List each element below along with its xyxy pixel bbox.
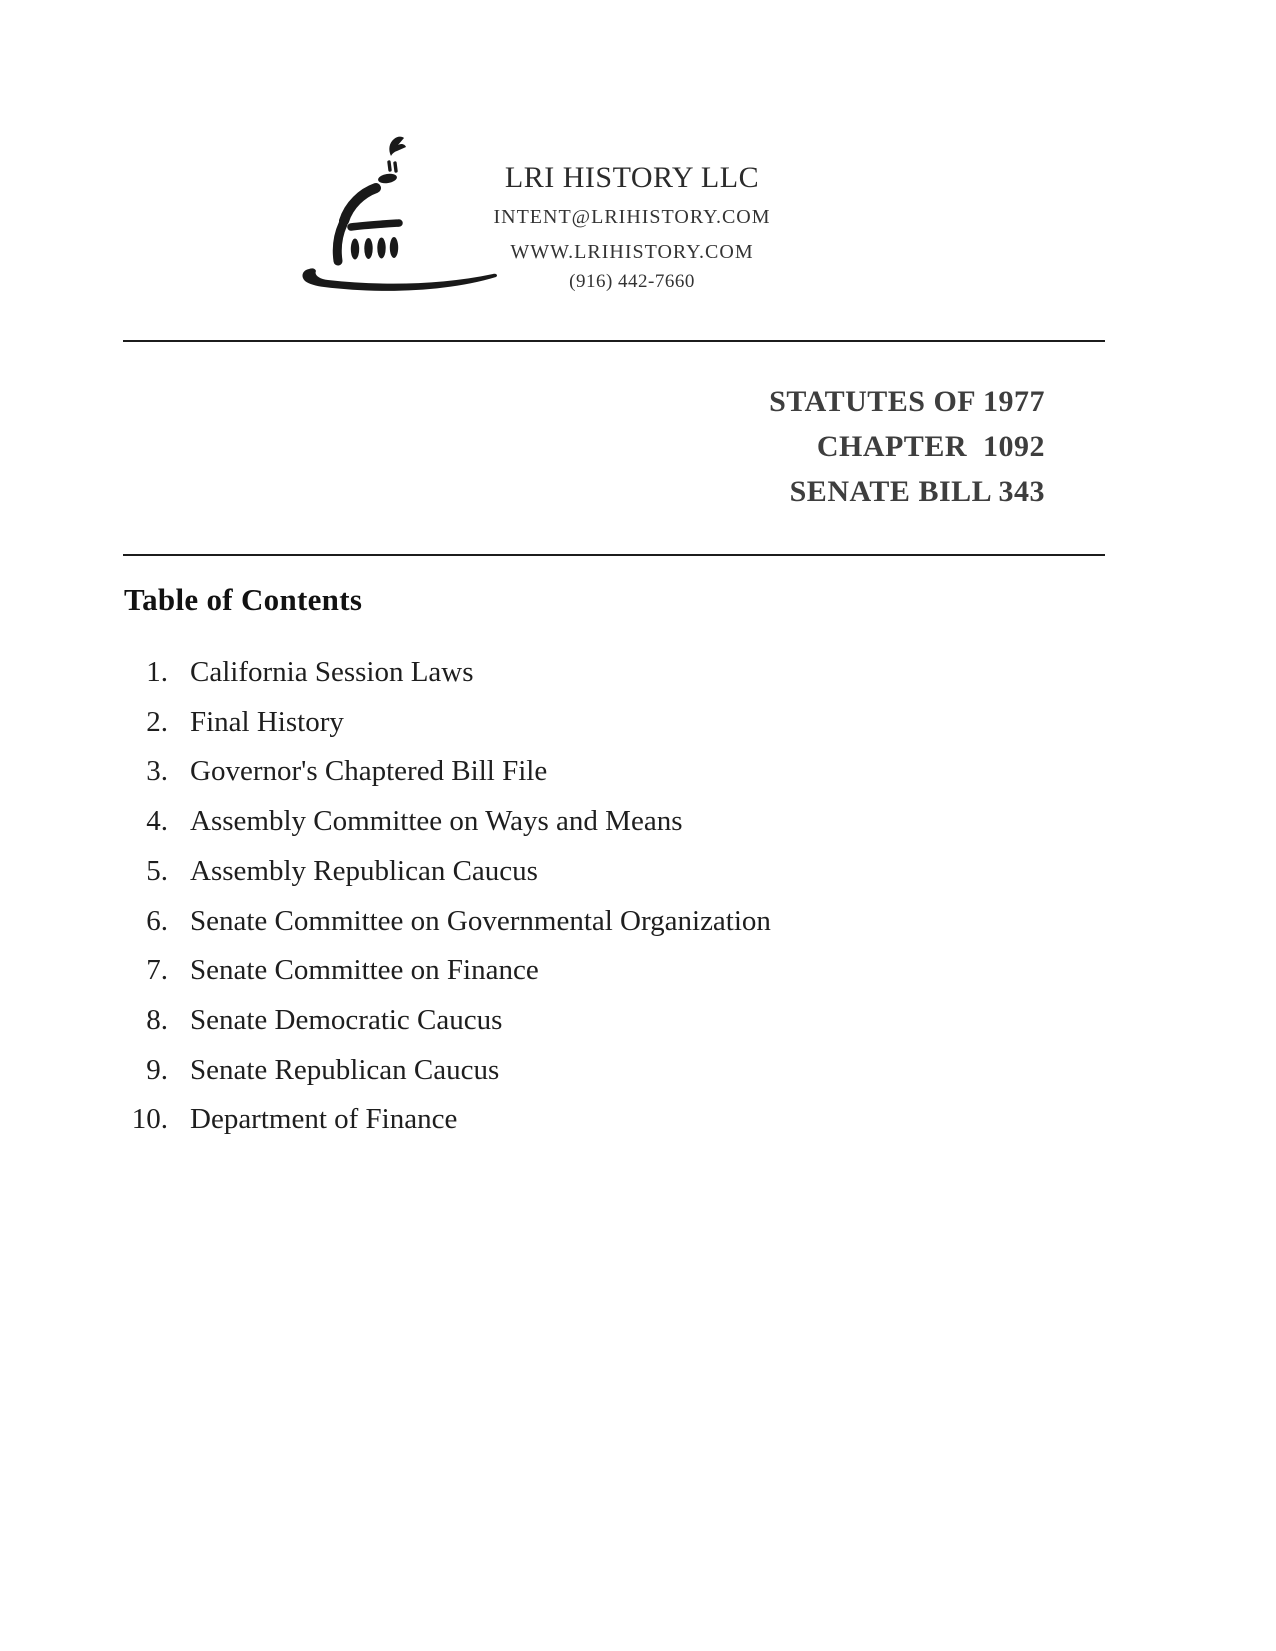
company-phone: (916) 442-7660 bbox=[569, 271, 695, 292]
toc-item-number: 6. bbox=[146, 904, 168, 937]
document-info-block bbox=[769, 379, 1045, 514]
toc-item bbox=[0, 648, 1000, 698]
toc-item-label: Senate Republican Caucus bbox=[190, 1053, 500, 1086]
toc-item-label: Final History bbox=[190, 705, 344, 738]
statutes-line: STATUTES OF 1977 bbox=[769, 385, 1045, 418]
toc-item-number: 3. bbox=[146, 755, 168, 788]
toc-item-number: 8. bbox=[146, 1003, 168, 1036]
toc-item bbox=[0, 1095, 1000, 1145]
toc-item-number: 5. bbox=[146, 854, 168, 887]
toc-item-label: Governor's Chaptered Bill File bbox=[190, 755, 548, 788]
toc-item-label: Senate Democratic Caucus bbox=[190, 1003, 503, 1036]
company-name: LRI HISTORY LLC bbox=[504, 161, 760, 194]
toc-item-number: 1. bbox=[146, 656, 168, 688]
toc-item-label: California Session Laws bbox=[190, 656, 474, 688]
toc-item-number: 10. bbox=[131, 1103, 168, 1136]
toc-item-number: 2. bbox=[146, 705, 168, 738]
toc-item bbox=[0, 698, 1000, 748]
toc-item-label: Senate Committee on Governmental Organization bbox=[190, 904, 771, 937]
toc-item bbox=[0, 946, 1000, 996]
company-website: WWW.LRIHISTORY.COM bbox=[510, 241, 754, 263]
toc-title: Table of Contents bbox=[124, 582, 363, 617]
toc-item-label: Department of Finance bbox=[190, 1103, 458, 1136]
chapter-line: CHAPTER 1092 bbox=[816, 430, 1045, 463]
header-divider-line bbox=[123, 340, 1105, 342]
toc-item bbox=[0, 797, 1000, 847]
toc-item-number: 7. bbox=[146, 954, 168, 987]
toc-list bbox=[0, 648, 1000, 1145]
toc-item bbox=[0, 897, 1000, 947]
toc-item-number: 4. bbox=[146, 805, 168, 838]
section-divider-line bbox=[123, 554, 1105, 556]
toc-item-label: Assembly Republican Caucus bbox=[190, 854, 538, 887]
senate-bill-line: SENATE BILL 343 bbox=[789, 475, 1045, 508]
toc-item bbox=[0, 1046, 1000, 1096]
toc-item-label: Assembly Committee on Ways and Means bbox=[190, 805, 683, 838]
toc-item bbox=[0, 996, 1000, 1046]
company-email: INTENT@LRIHISTORY.COM bbox=[493, 206, 771, 228]
toc-item bbox=[0, 747, 1000, 797]
toc-item-label: Senate Committee on Finance bbox=[190, 954, 539, 987]
toc-item bbox=[0, 847, 1000, 897]
toc-item-number: 9. bbox=[146, 1053, 168, 1086]
